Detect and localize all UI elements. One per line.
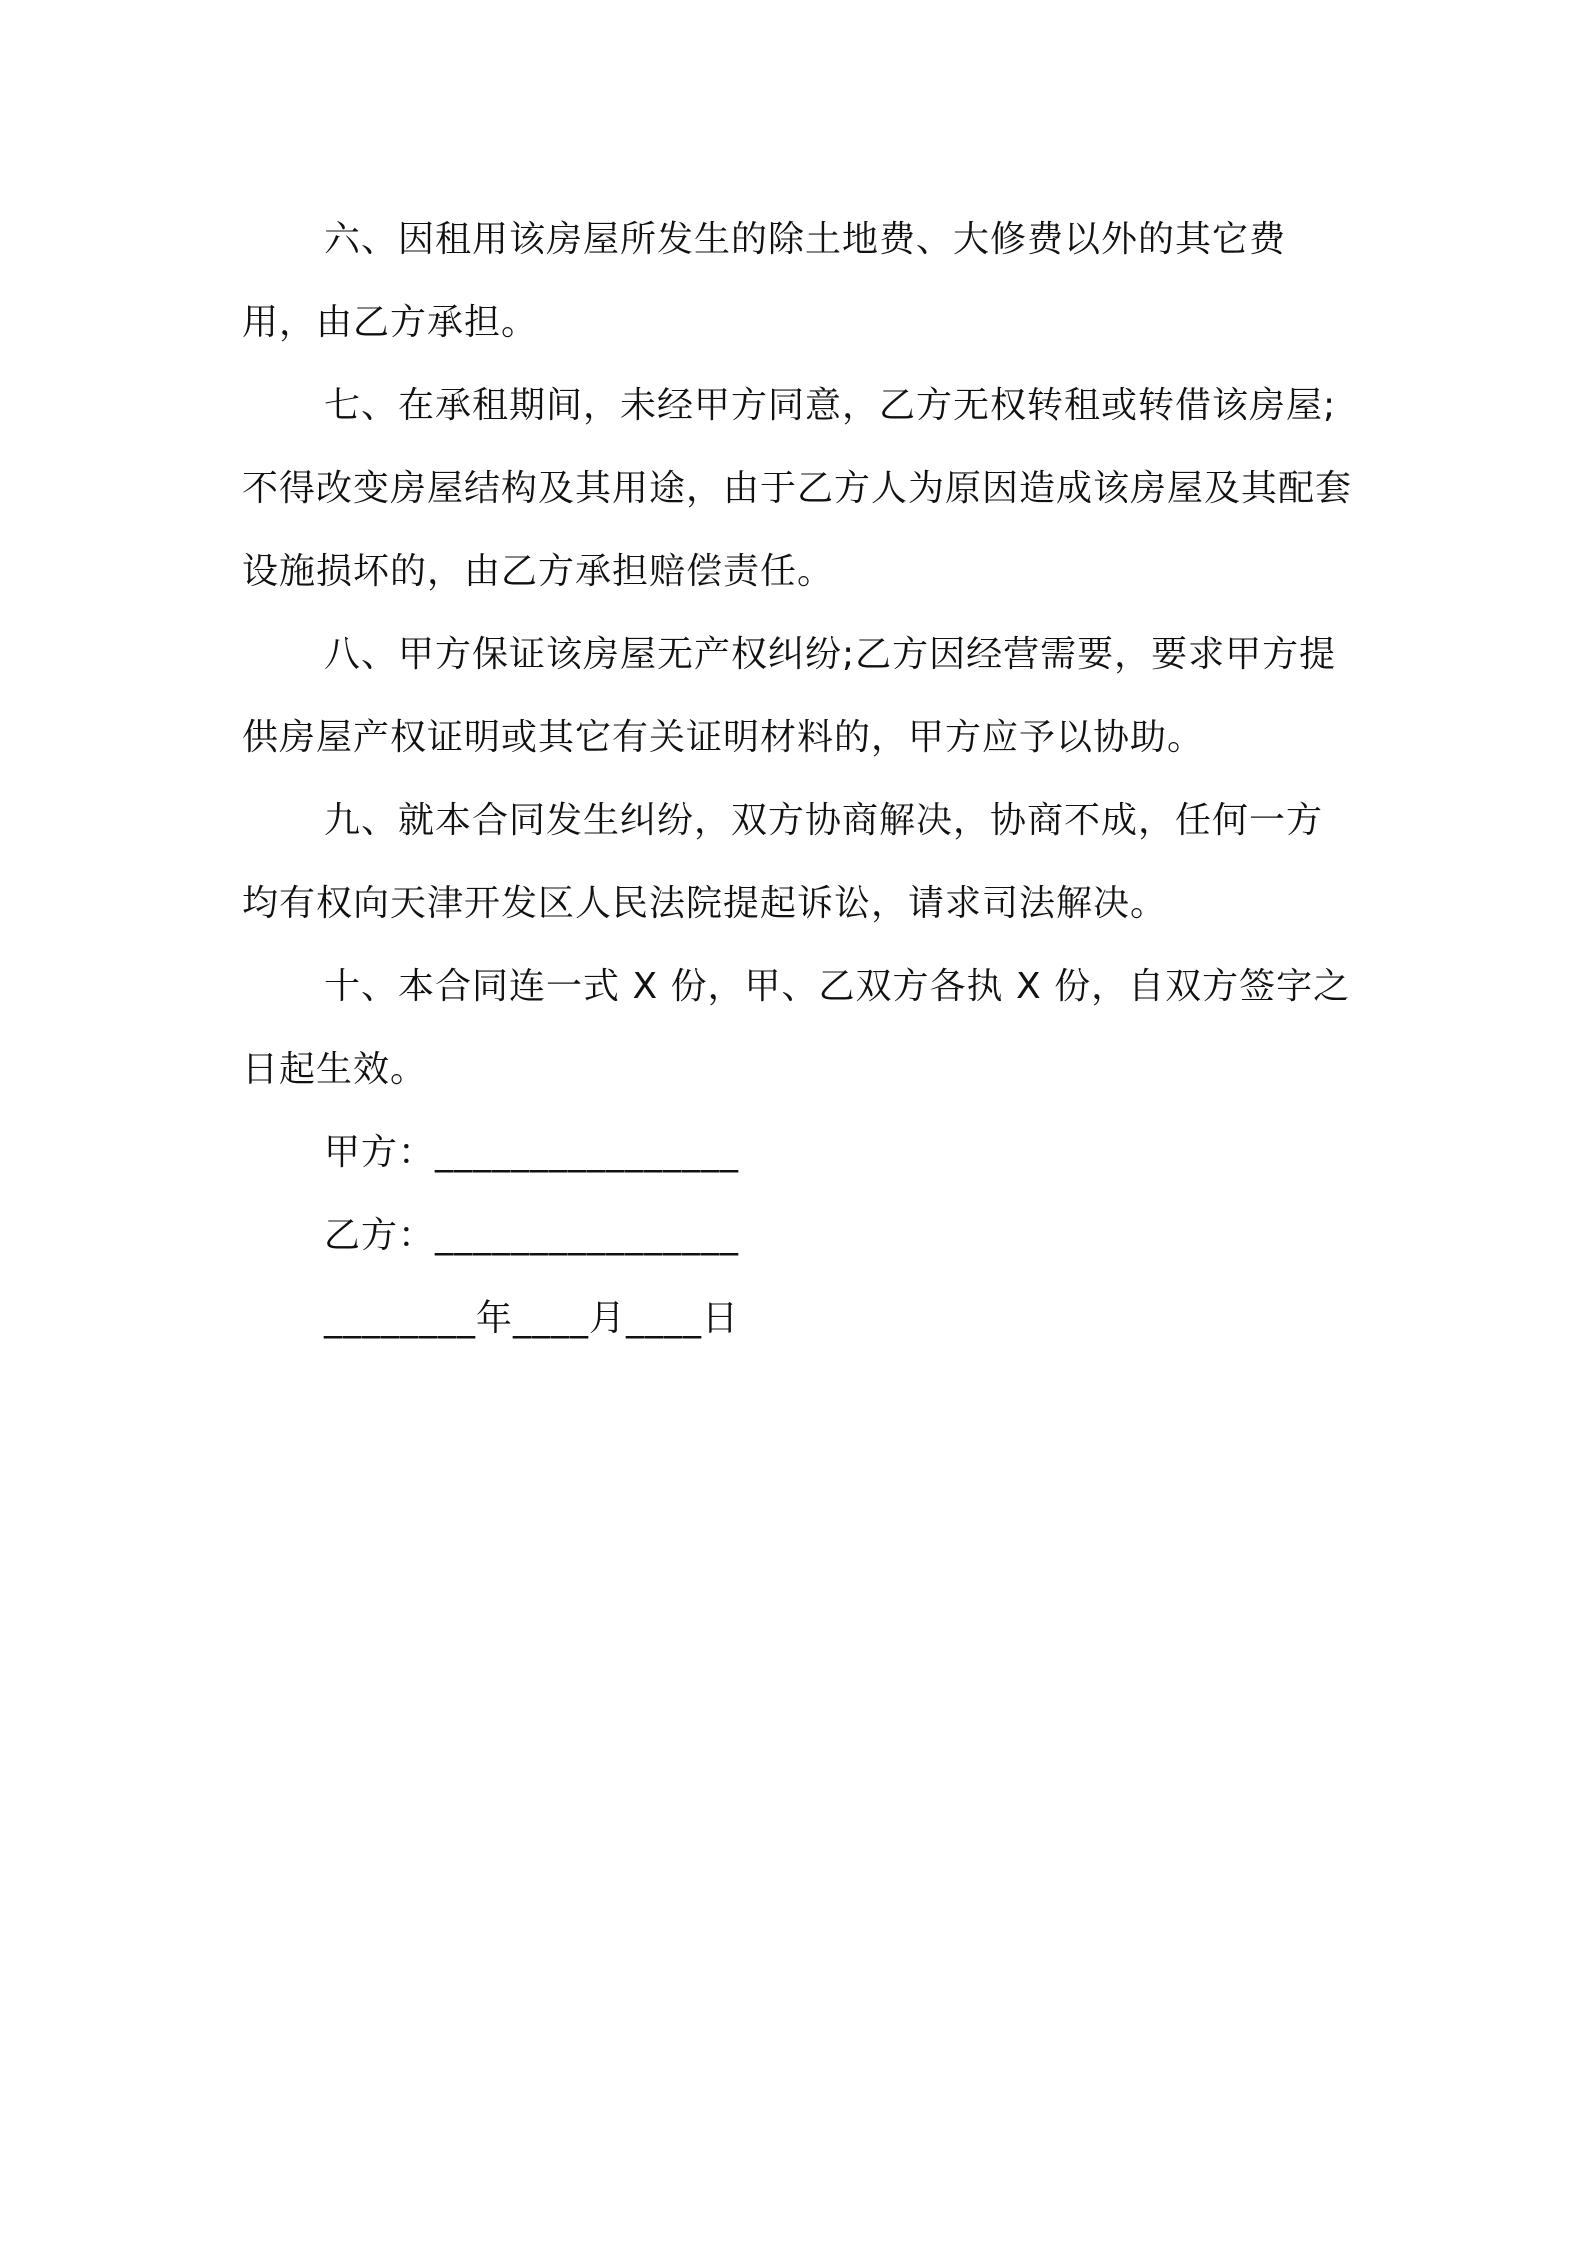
party-b-signature-line: 乙方：________________ [324, 1215, 740, 1256]
clause-7: 七、在承租期间，未经甲方同意，乙方无权转租或转借该房屋;不得改变房屋结构及其用途，由于乙方人为原因造成该房屋及其配套设施损坏的，由乙方承担赔偿责任。 [242, 385, 1353, 592]
clause-8: 八、甲方保证该房屋无产权纠纷;乙方因经营需要，要求甲方提供房屋产权证明或其它有关证明材料的，甲方应予以协助。 [242, 634, 1337, 758]
clause-6: 六、因租用该房屋所发生的除土地费、大修费以外的其它费用，由乙方承担。 [242, 219, 1287, 343]
clause-9: 九、就本合同发生纠纷，双方协商解决，协商不成，任何一方均有权向天津开发区人民法院提起诉讼，请求司法解决。 [242, 800, 1324, 924]
party-a-signature-line: 甲方：________________ [324, 1132, 740, 1173]
date-line: ________年____月____日 [324, 1298, 739, 1339]
clause-10: 十、本合同连一式 X 份，甲、乙双方各执 X 份，自双方签字之日起生效。 [242, 966, 1351, 1090]
document-body [242, 198, 1354, 1360]
